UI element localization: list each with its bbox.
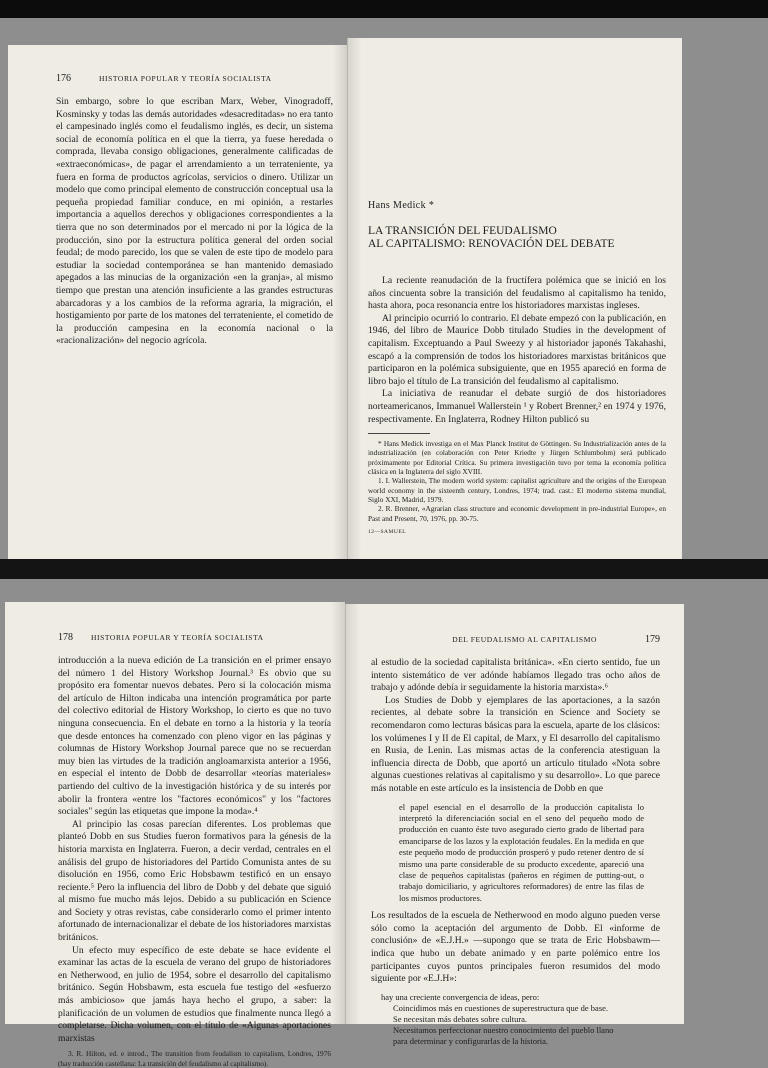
page-178 <box>5 602 345 1068</box>
running-head-title: HISTORIA POPULAR Y TEORÍA SOCIALISTA <box>99 74 272 83</box>
chapter-title <box>368 225 666 251</box>
quoted-line: hay una creciente convergencia de ideas, pero: <box>381 991 540 1002</box>
gutter-shadow <box>331 602 345 1024</box>
quoted-line: Coincidimos más en cuestiones de superestructura que de base. <box>393 1002 609 1013</box>
footnote: 1. I. Wallerstein, The modern world system: capitalist agriculture and the origins of the European world economy in the sixteenth century, Londres, 1974; trad. cast.: El moderno sistema mundial, Siglo XXI, Madrid, 1979. <box>368 476 666 504</box>
footnote: 2. R. Brenner, «Agrarian class structure and economic development in pre-industrial Europe», en Past and Present, 70, 1976, pp. 30-75. <box>368 504 666 523</box>
page-number: 179 <box>645 634 660 645</box>
paragraph: Un efecto muy específico de este debate se hace evidente el examinar las actas de la escuela de verano del grupo de historiadores en Netherwood, en julio de 1954, sobre el desarrollo del capitalismo británico. Según Hobsbawm, esta escuela fue testigo del «esfuerzo más ambicioso» que jamás haya hecho el grupo, a saber: la planificación de un volumen de estudios que finalmente nunca llegó a completarse. Dicha volumen, con el título de «Algunas aportaciones marxistas <box>58 944 331 1044</box>
body-text <box>56 96 333 348</box>
paragraph: Al principio ocurrió lo contrario. El debate empezó con la publicación, en 1946, del libro de Maurice Dobb titulado Studies in the development of capitalism. Exceptuando a Paul Sweezy y al historiador japonés Takahashi, escapó a la comprensión de todos los historiadores marxistas británicos que participaron en la polémica subsiguiente, que en 1955 apareció en forma de libro bajo el título de La transición del feudalismo al capitalismo. <box>368 312 666 387</box>
paragraph: al estudio de la sociedad capitalista británica». «En cierto sentido, fue un intento sistemático de ver adónde habíamos llegado tras ocho años de trabajo y adónde debía ir seguidamente la historia marxista».⁶ <box>371 657 660 694</box>
printer-signature: 12—SAMUEL <box>368 528 407 535</box>
page-number: 176 <box>56 73 71 84</box>
block-quote: el papel esencial en el desarrollo de la producción capitalista lo interpretó la diferenciación social en el seno del pequeño modo de producción en cuanto éste tuvo asegurado cierto grado de libertad para emanciparse de los lazos y la explotación feudales. En la medida en que este pequeño modo de producción prosperó y pudo retener dentro de sí mismo una parte considerable de su producto excedente, apareció una clase de pequeños capitalistas (pañeros en régimen de putting-out, o trabajo domiciliario, y agricultores reformadores) de entre las filas de los mismos productores. <box>399 801 644 903</box>
body-text <box>371 910 660 986</box>
footnote-rule <box>368 433 430 434</box>
gutter-shadow <box>348 38 362 559</box>
paragraph: Los resultados de la escuela de Netherwood en modo alguno pueden verse sólo como la aceptación del argumento de Dobb. El «informe de conclusión» de «E.J.H.» —supongo que se trata de Eric Hobsbawm— indica que hubo un debate animado y en parte polémico entre los participantes cuyos puntos principales fueron resumidos del modo siguiente por «E.J.H»: <box>371 910 660 985</box>
footnotes <box>368 439 666 523</box>
quoted-line: Se necesitan más debates sobre cultura. <box>393 1013 528 1024</box>
scan-border-middle <box>0 559 768 579</box>
footnote: 3. R. Hilton, ed. e introd., The transition from feudalism to capitalism, Londres, 1976 (hay traducción castellana: La transición del feudalismo al capitalismo). <box>58 1049 331 1068</box>
body-text <box>371 657 660 796</box>
chapter-author: Hans Medick * <box>368 200 435 211</box>
page-179 <box>345 604 684 1046</box>
running-head <box>58 632 331 643</box>
paragraph: Los Studies de Dobb y ejemplares de las aportaciones, a la sazón recientes, al debate sobre la transición en Science and Society se recomendaron como lecturas básicas para la escuela, aparte de los clásicos: los volúmenes I y II de El capital, de Marx, y El desarrollo del capitalismo en Rusia, de Lenin. Las mismas actas de la conferencia atestiguan la influencia directa de Dobb, que aportó un artículo titulado «Nota sobre algunas cuestiones relativas al capitalismo y su desarrollo». Lo que parece más notable en este artículo es la insistencia de Dobb en que <box>371 694 660 794</box>
quoted-line: Necesitamos perfeccionar nuestro conocimiento del pueblo llano <box>393 1024 614 1035</box>
gutter-shadow <box>346 604 360 1024</box>
paragraph: introducción a la nueva edición de La transición en el primer ensayo del número 1 del History Workshop Journal.³ Es obvio que su propósito era fomentar nuevos debates. Pero si la colocación misma del artículo de Hilton indicaba una intención programática por parte del colectivo editorial de History Workshop, lo cierto es que no tuvo ninguna consecuencia. En el debate en torno a la historia y la teoría que desde entonces ha comenzado con pleno vigor en las páginas y columnas de History Workshop Journal parece que no se recuerdan muy bien las virtudes de la tradición angloamarxista anterior a 1956, en especial el intento de Dobb de desarrollar «teorías materiales» partiendo del cultivo de la investigación histórica y de su interés por abolir la frontera «entre los "factores económicos" y los "factores sociales" según las etiquetas que impone la moda».⁴ <box>58 655 331 818</box>
chapter-title-line: LA TRANSICIÓN DEL FEUDALISMO <box>368 225 557 237</box>
page-number: 178 <box>58 632 73 643</box>
running-head-title: HISTORIA POPULAR Y TEORÍA SOCIALISTA <box>91 633 264 642</box>
paragraph: La reciente reanudación de la fructífera polémica que se inició en los años cincuenta sobre la transición del feudalismo al capitalismo ha tenido, hasta ahora, poca resonancia entre los historiadores marxistas ingleses. <box>368 275 666 312</box>
page-176 <box>8 45 347 559</box>
page-177 <box>347 38 682 559</box>
running-head <box>371 634 660 645</box>
running-head-title: DEL FEUDALISMO AL CAPITALISMO <box>452 635 597 644</box>
running-head <box>56 73 333 84</box>
chapter-title-line: AL CAPITALISMO: RENOVACIÓN DEL DEBATE <box>368 238 615 250</box>
gutter-shadow <box>333 45 347 559</box>
paragraph: Sin embargo, sobre lo que escriban Marx, Weber, Vinogradoff, Kosminsky y todas las demás autoridades «desacreditadas» no era tanto el campesinado inglés como el feudalismo inglés, es decir, un sistema social de economía política en el que la tierra, ya fuese heredada o comprada, llevaba consigo obligaciones, generalmente calificadas de «extraeconómicas», de pagar el arrendamiento a un terrateniente, ya fuera en forma de productos agrícolas, servicios o dinero. Utilizar un modelo que como principal elemento de construcción conceptual usa la pequeña propiedad familiar conduce, en mi opinión, a restarles importancia a aquellos derechos y obligaciones correspondientes a la tierra que no son determinados por el mercado ni por la lógica de la producción, sino por la estructura política general del orden social feudal; de modo parecido, los que se valen de este tipo de modelo para estudiar la sociedad contemporánea se han mantenido demasiado apegados a las minucias de la organización «en la granja», al mismo tiempo que prestan una atención insuficiente a las grandes estructuras abarcadoras y a los cambios de la reforma agraria, la migración, el hostigamiento por parte de los matones del terrateniente, el cometido de la producción campesina en la economía nacional o la «racionalización» del negocio agrícola. <box>56 96 333 347</box>
quoted-list <box>381 992 660 1047</box>
footnotes <box>58 1049 331 1068</box>
body-text <box>368 275 666 426</box>
scan-border-top <box>0 0 768 18</box>
paragraph: Al principio las cosas parecían diferentes. Los problemas que planteó Dobb en sus Studies fueron formativos para la génesis de la historia marxista en Inglaterra. Fueron, a decir verdad, centrales en el análisis del grupo de historiadores del Partido Comunista antes de su disolución en 1956, como Eric Hobsbawm testificó en un ensayo reciente.⁵ Pero la influencia del libro de Dobb y del debate que siguió al mismo fue mucho más lejos. Debido a su publicación en Science and Society y otras revistas, cabe considerarlo como el primer intento afortunado de internacionalizar el debate de los historiadores marxistas británicos. <box>58 818 331 944</box>
quoted-line: para determinar y configurarlas de la historia. <box>393 1035 549 1046</box>
paragraph: La iniciativa de reanudar el debate surgió de dos historiadores norteamericanos, Immanuel Wallerstein ¹ y Robert Brenner,² en 1974 y 1976, respectivamente. En Inglaterra, Rodney Hilton publicó su <box>368 388 666 425</box>
body-text <box>58 655 331 1045</box>
footnote: * Hans Medick investiga en el Max Planck Institut de Göttingen. Su Industrialización antes de la industrialización (en colaboración con Peter Kriedte y Jürgen Schlumbohm) será publicado próximamente por Editorial Crítica. Su primera investigación tuvo por tema la economía política clásica en la Inglaterra del siglo XVIII. <box>368 439 666 477</box>
